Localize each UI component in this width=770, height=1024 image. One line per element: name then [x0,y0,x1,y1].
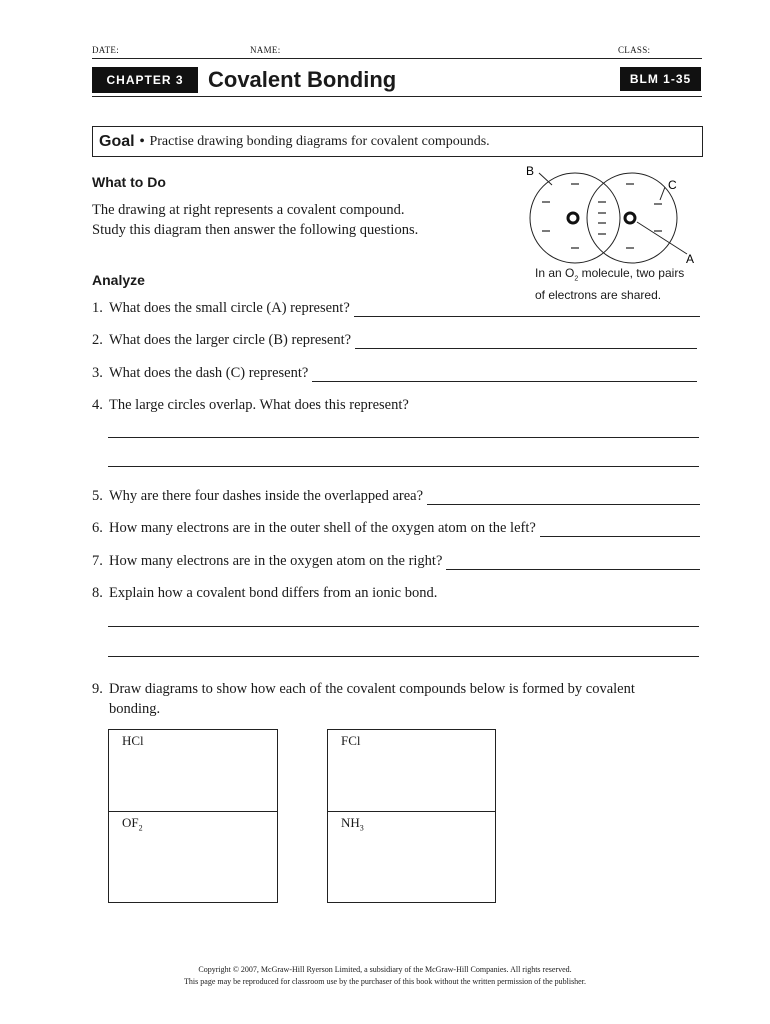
question-number: 1. [92,300,103,316]
answer-blank[interactable] [312,368,697,382]
header-rule [92,58,702,59]
answer-blank[interactable] [355,335,697,349]
question-text-continued: bonding. [109,701,161,717]
drawing-box-nh3[interactable] [327,811,496,903]
answer-blank[interactable] [354,303,700,317]
right-nucleus [625,213,635,223]
chapter-badge: CHAPTER 3 [92,67,198,93]
blm-badge: BLM 1-35 [620,67,701,91]
question-text: What does the small circle (A) represent? [109,300,350,316]
caption-part-2: molecule, two pairs [578,266,685,280]
goal-bullet: • [139,133,145,149]
question-text: Draw diagrams to show how each of the covalent compounds below is formed by covalent [109,681,635,697]
right-shell-circle [587,173,677,263]
analyze-heading: Analyze [92,272,145,288]
question-number: 8. [92,585,103,601]
drawing-box-fcl[interactable] [327,729,496,812]
formula-main: OF [122,815,139,830]
goal-text: Practise drawing bonding diagrams for covalent compounds. [149,133,490,149]
instructions-line-1: The drawing at right represents a covalent compound. [92,202,405,218]
class-label: CLASS: [618,45,651,55]
answer-line[interactable] [108,466,699,467]
pointer-b [539,173,552,185]
label-a: A [686,252,695,266]
question-5 [92,488,700,505]
permission-line: This page may be reproduced for classroom use by the purchaser of this book without the written permission of the publisher. [184,977,586,986]
answer-blank[interactable] [427,491,700,505]
drawing-box-of2[interactable] [108,811,278,903]
box-label-of2 [122,815,143,833]
caption-line-2: of electrons are shared. [535,288,662,303]
instructions-line-2: Study this diagram then answer the following questions. [92,222,419,238]
box-label-fcl: FCl [341,733,361,748]
goal-box [92,126,703,157]
what-to-do-heading: What to Do [92,174,166,190]
goal-label: Goal [99,132,135,150]
name-label: NAME: [250,45,281,55]
question-number: 6. [92,520,103,536]
question-text: What does the larger circle (B) represent? [109,332,352,348]
question-text: How many electrons are in the outer shell of the oxygen atom on the left? [109,520,536,536]
question-number: 2. [92,332,103,348]
box-label-hcl: HCl [122,733,144,748]
caption-part-1: In an O [535,266,575,280]
answer-blank[interactable] [540,523,700,537]
electron-dashes [542,184,662,248]
question-number: 9. [92,681,103,697]
formula-subscript: 2 [138,823,143,833]
question-6 [92,520,700,537]
left-nucleus [568,213,578,223]
answer-line[interactable] [108,656,699,657]
left-shell-circle [530,173,620,263]
question-number: 3. [92,365,103,381]
question-7 [92,553,700,570]
title-rule [92,96,702,97]
question-text: How many electrons are in the oxygen atom on the right? [109,553,443,569]
answer-line[interactable] [108,626,699,627]
box-label-nh3 [341,815,364,833]
date-label: DATE: [92,45,119,55]
question-1 [92,300,700,317]
answer-blank[interactable] [446,556,700,570]
question-2 [92,332,697,349]
pointer-a [637,222,687,254]
question-number: 4. [92,397,103,413]
question-8 [92,585,700,602]
pointer-c [660,187,665,200]
question-text: Explain how a covalent bond differs from an ionic bond. [109,585,438,601]
page-title: Covalent Bonding [208,67,397,92]
question-text: What does the dash (C) represent? [109,365,309,381]
question-text: The large circles overlap. What does this represent? [109,397,409,413]
question-3 [92,365,697,382]
caption-subscript: 2 [574,275,579,283]
label-b: B [526,164,535,178]
question-number: 7. [92,553,103,569]
question-4 [92,397,700,414]
formula-subscript: 3 [359,823,364,833]
question-number: 5. [92,488,103,504]
question-9 [92,679,702,719]
diagram-caption [535,265,684,303]
label-c: C [668,178,677,192]
drawing-box-hcl[interactable] [108,729,278,812]
formula-main: NH [341,815,360,830]
answer-line[interactable] [108,437,699,438]
question-text: Why are there four dashes inside the overlapped area? [109,488,424,504]
instructions [92,200,512,240]
copyright-line: Copyright © 2007, McGraw-Hill Ryerson Limited, a subsidiary of the McGraw-Hill Companies. All rights reserved. [198,965,572,974]
